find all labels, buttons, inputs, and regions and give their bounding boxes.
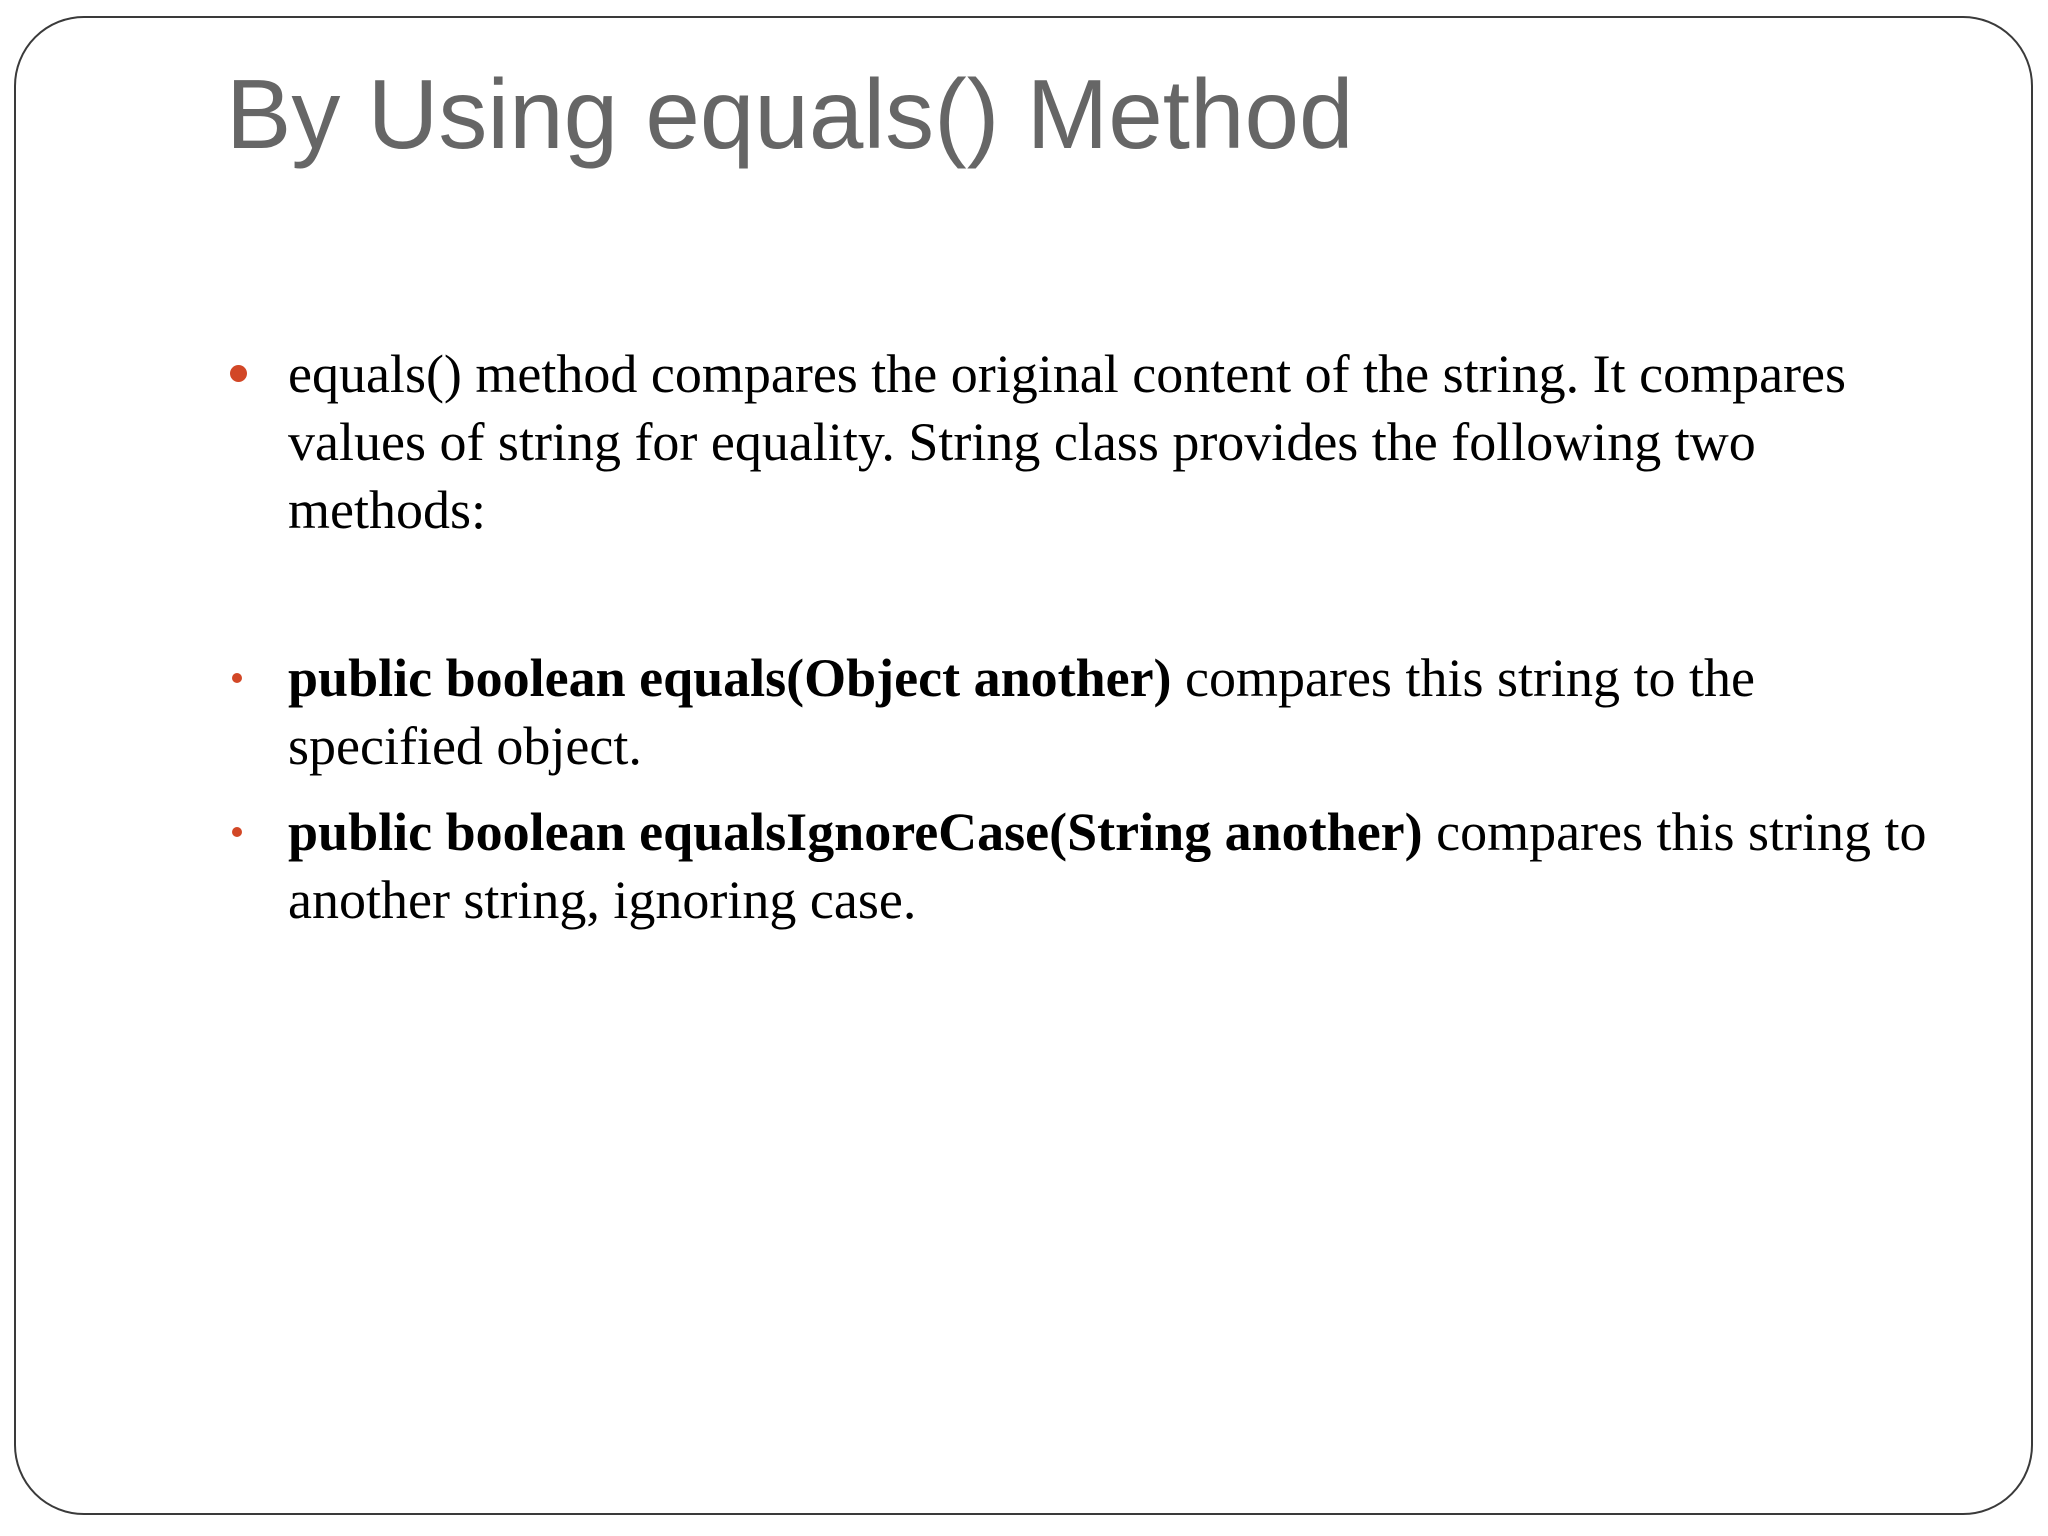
bullet-item-intro — [226, 340, 1946, 544]
method-description: compares this string to another string, ignoring case. — [288, 802, 1927, 930]
bullet-dot-icon — [232, 673, 242, 683]
method-description: compares this string to the specified object. — [288, 648, 1755, 776]
bullet-text: equals() method compares the original content of the string. It compares values of string for equality. String class provides the following two methods: — [288, 344, 1847, 540]
bullet-dot-icon — [230, 365, 247, 382]
slide-content — [226, 340, 1946, 952]
method-item-equals-ignore-case — [226, 798, 1946, 934]
slide-title: By Using equals() Method — [226, 59, 1354, 169]
bullet-dot-icon — [232, 827, 242, 837]
method-item-equals — [226, 644, 1946, 780]
method-signature: public boolean equals(Object another) — [288, 648, 1172, 708]
method-signature: public boolean equalsIgnoreCase(String another) — [288, 802, 1423, 862]
